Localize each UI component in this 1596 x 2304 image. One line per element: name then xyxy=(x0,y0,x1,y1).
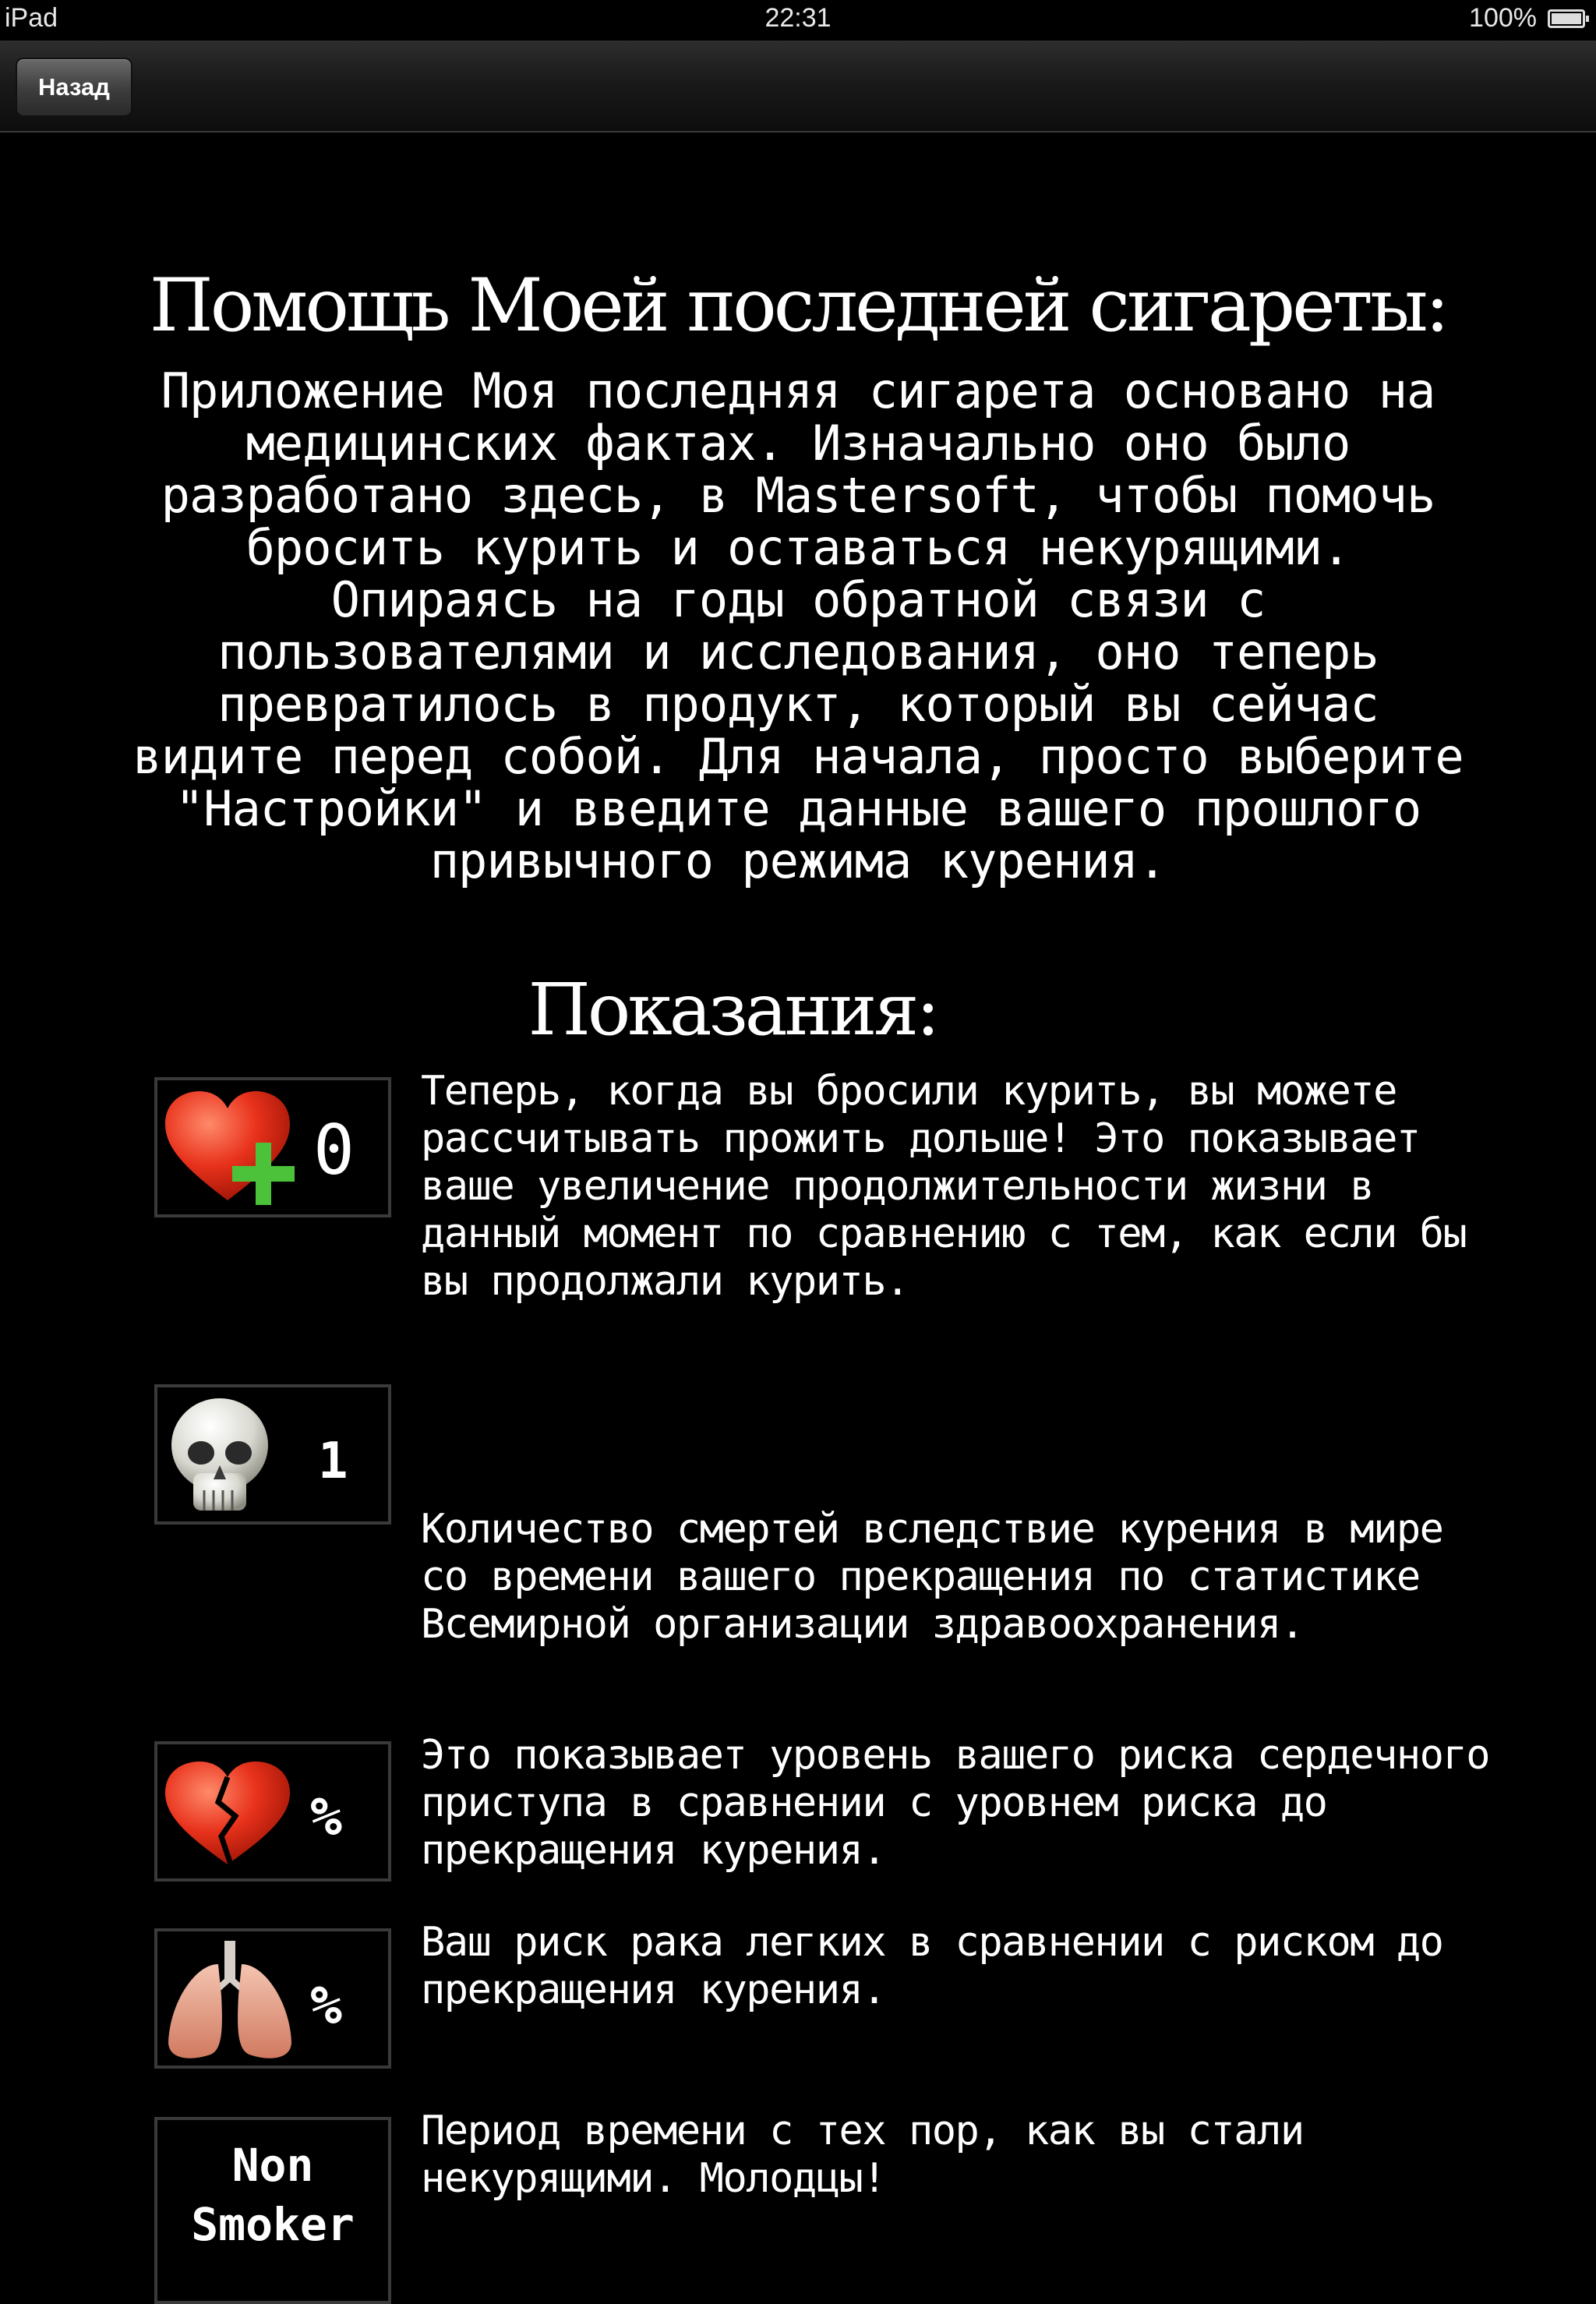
broken-heart-icon xyxy=(165,1762,298,1871)
carrier-label: iPad xyxy=(5,3,58,33)
life-gain-description: Теперь, когда вы бросили курить, вы можете рассчитывать прожить дольше! Это показывает ваше увеличение продолжительности жизни в данный момент по сравнению с тем, как если бы вы продолжали курить. xyxy=(421,1068,1467,1305)
life-gain-value: 0 xyxy=(313,1110,355,1190)
help-content[interactable] xyxy=(0,133,1596,2251)
nonsmoker-label: Non Smoker xyxy=(191,2139,355,2251)
help-title: Помощь Моей последней сигареты: xyxy=(149,263,1447,348)
deaths-value: 1 xyxy=(318,1433,348,1490)
lungs-icon xyxy=(164,1941,296,2065)
lung-risk-description: Ваш риск рака легких в сравнении с риском до прекращения курения. xyxy=(421,1919,1443,2013)
navigation-bar xyxy=(0,41,1596,133)
deaths-description: Количество смертей вследствие курения в мире со времени вашего прекращения по статистике Всемирной организации здравоохранения. xyxy=(421,1506,1443,1648)
indications-title: Показания: xyxy=(528,968,937,1051)
help-intro: Приложение Моя последняя сигарета основано на медицинских фактах. Изначально оно было разработано здесь, в Mastersoft, чтобы помочь бросить курить и оставаться некурящими. Опираясь на годы обратной связи с пользователями и исследования, оно теперь превратилось в продукт, который вы сейчас видите перед собой. Для начала, просто выберите "Настройки" и введите данные вашего прошлого привычного режима курения. xyxy=(132,362,1464,889)
back-button[interactable]: Назад xyxy=(16,58,132,117)
heart-attack-risk-indicator xyxy=(154,1741,391,1882)
battery-icon xyxy=(1548,9,1585,28)
clock: 22:31 xyxy=(764,3,832,33)
nonsmoker-duration-indicator xyxy=(154,2117,391,2304)
heart-risk-value: % xyxy=(310,1786,342,1848)
lung-risk-value: % xyxy=(310,1975,342,2037)
status-bar xyxy=(0,0,1596,41)
lung-cancer-risk-indicator xyxy=(154,1928,391,2069)
deaths-counter-indicator xyxy=(154,1384,391,1525)
life-gain-indicator xyxy=(154,1077,391,1217)
battery-percent: 100% xyxy=(1469,3,1537,33)
nonsmoker-description: Период времени с тех пор, как вы стали некурящими. Молодцы! xyxy=(421,2108,1304,2202)
heart-risk-description: Это показывает уровень вашего риска сердечного приступа в сравнении с уровнем риска до прекращения курения. xyxy=(421,1732,1490,1874)
heart-plus-icon xyxy=(165,1091,298,1208)
skull-icon xyxy=(165,1397,274,1518)
